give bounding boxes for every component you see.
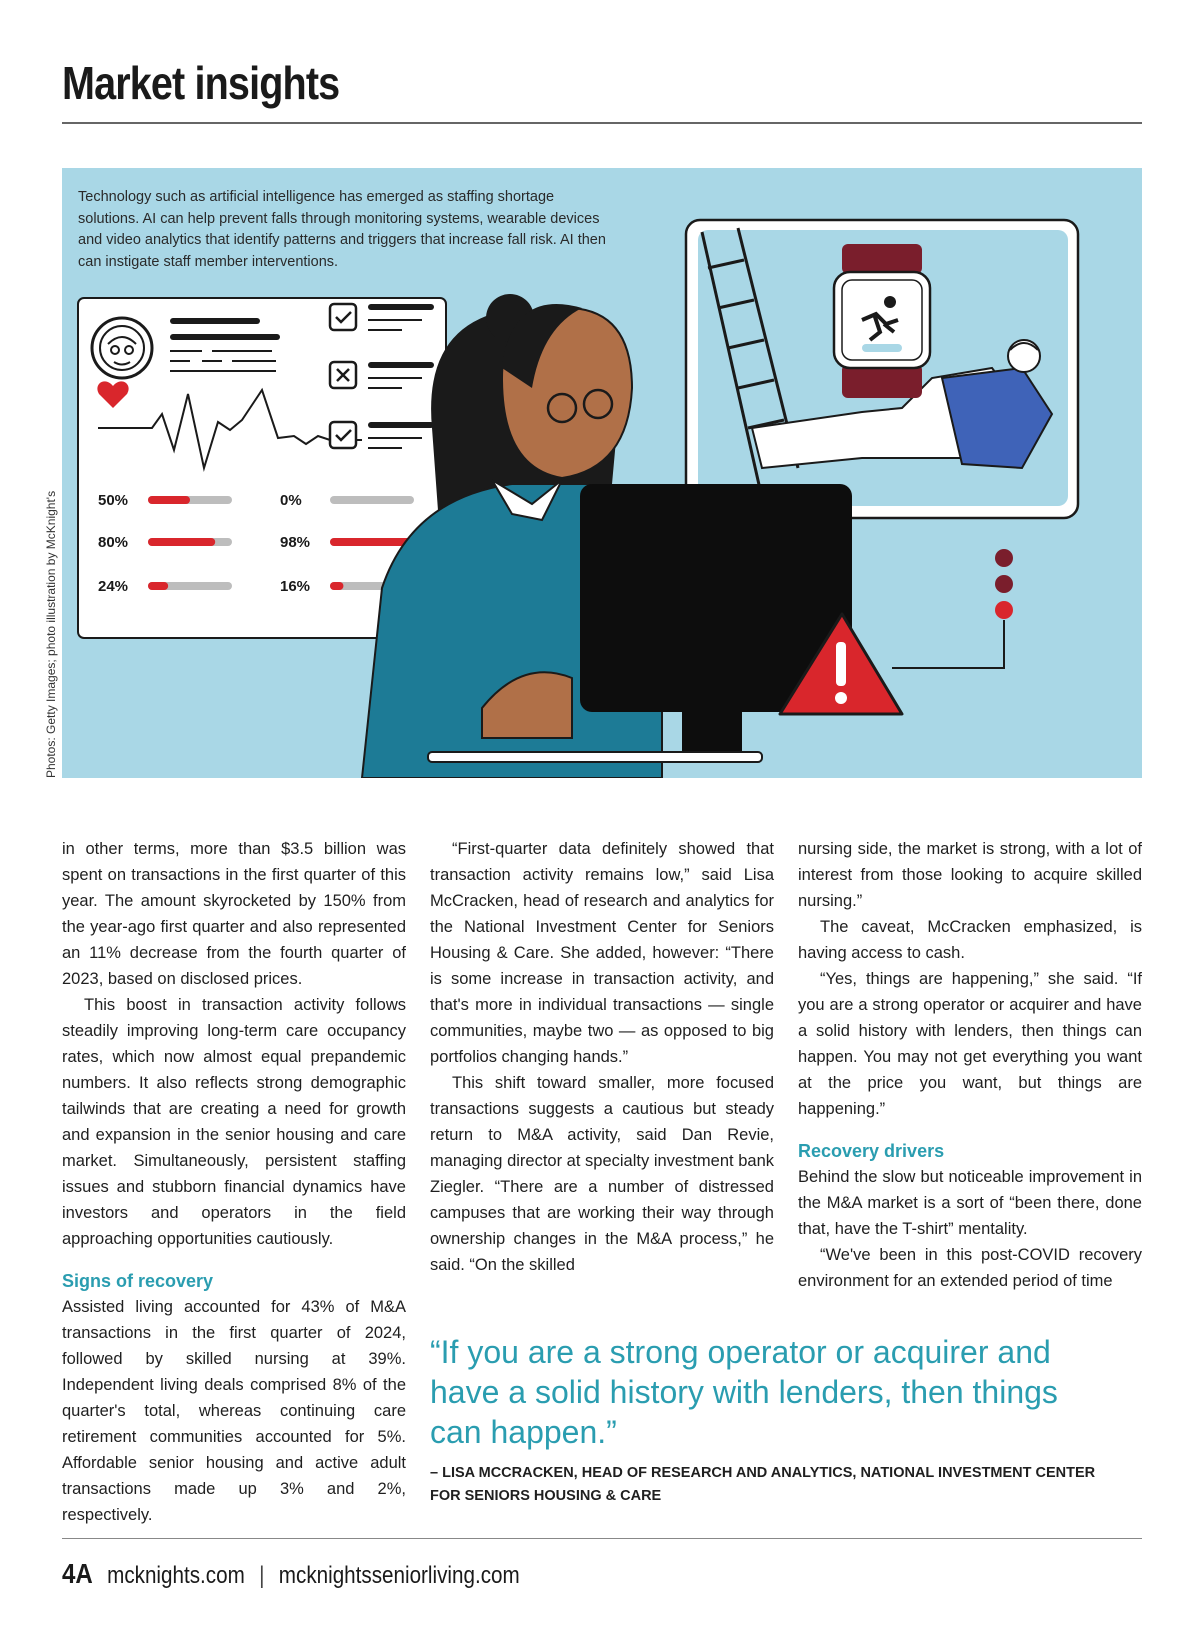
section-heading: Recovery drivers bbox=[798, 1141, 945, 1161]
progress-label: 80% bbox=[98, 534, 129, 551]
progress-fill bbox=[330, 538, 412, 546]
footer bbox=[62, 1558, 520, 1590]
avatar-icon bbox=[92, 318, 152, 378]
progress-fill bbox=[330, 582, 343, 590]
progress-track bbox=[330, 496, 414, 504]
progress-fill bbox=[148, 496, 190, 504]
footer-rule bbox=[62, 1538, 1142, 1539]
paragraph: This shift toward smaller, more focused transactions suggests a cautious but steady return to M&A activity, said Dan Revie, managing director at specialty investment bank Ziegler. “There are a number of distressed campuses that are working their way through ownership changes in the M&A process,” he said. “On the skilled bbox=[430, 1074, 774, 1274]
progress-label: 24% bbox=[98, 578, 129, 595]
pull-quote-attribution: – LISA MCCRACKEN, HEAD OF RESEARCH AND ANALYTICS, NATIONAL INVESTMENT CENTER FOR SENIORS HOUSING & CARE bbox=[430, 1465, 1096, 1504]
checkbox-checked-icon bbox=[330, 422, 356, 448]
paragraph: Behind the slow but noticeable improvement in the M&A market is a sort of “been there, done that, have the T-shirt” mentality. bbox=[798, 1168, 1142, 1238]
page-number: 4A bbox=[62, 1558, 93, 1589]
pull-quote: “If you are a strong operator or acquirer and have a solid history with lenders, then things can happen.” bbox=[430, 1334, 1058, 1450]
article-column-3 bbox=[798, 836, 1142, 1294]
footer-site-link[interactable]: mcknightsseniorliving.com bbox=[278, 1562, 520, 1589]
title-rule bbox=[62, 122, 1142, 124]
paragraph: This boost in transaction activity follows steadily improving long-term care occupancy rates, which now almost equal prepandemic numbers. It also reflects strong demographic tailwinds that are creating a need for growth and expansion in the senior housing and care market. Simultaneously, persistent staffing issues and stubborn financial dynamics have investors and operators in the field approaching opportunities cautiously. bbox=[62, 996, 406, 1248]
progress-label: 16% bbox=[280, 578, 311, 595]
illustration-caption: Technology such as artificial intelligence has emerged as staffing shortage solutions. AI can help prevent falls through monitoring systems, wearable devices and video analytics that identify patterns and triggers that increase fall risk. AI then can instigate staff member interventions. bbox=[78, 189, 606, 270]
smartwatch-icon bbox=[834, 244, 930, 398]
article-column-1 bbox=[62, 836, 406, 1528]
footer-separator: | bbox=[259, 1562, 265, 1589]
paragraph: Assisted living accounted for 43% of M&A transactions in the first quarter of 2024, followed by skilled nursing at 39%. Independent living deals comprised 8% of the quarter's total, whereas continuing care retirement communities accounted for 5%. Affordable senior housing and active adult transactions made up 3% and 2%, respectively. bbox=[62, 1298, 406, 1524]
paragraph: in other terms, more than $3.5 billion was spent on transactions in the first quarter of this year. The amount skyrocketed by 150% from the year-ago first quarter and also represented an 11% decrease from the fourth quarter of 2023, based on disclosed prices. bbox=[62, 840, 406, 988]
paragraph: The caveat, McCracken emphasized, is having access to cash. bbox=[798, 918, 1142, 962]
footer-site-link[interactable]: mcknights.com bbox=[107, 1562, 245, 1589]
progress-fill bbox=[148, 538, 215, 546]
page-title: Market insights bbox=[62, 57, 340, 109]
paragraph: “We've been in this post-COVID recovery environment for an extended period of time bbox=[798, 1246, 1142, 1290]
paragraph: “First-quarter data definitely showed that transaction activity remains low,” said Lisa McCracken, head of research and analytics for the National Investment Center for Seniors Housing & Care. She added, however: “There is some increase in transaction activity, and that's more in individual transactions — single communities, maybe two — as opposed to big portfolios changing hands.” bbox=[430, 840, 774, 1066]
progress-fill bbox=[148, 582, 168, 590]
paragraph: nursing side, the market is strong, with a lot of interest from those looking to acquire skilled nursing.” bbox=[798, 840, 1142, 910]
checkbox-crossed-icon bbox=[330, 362, 356, 388]
photo-credit: Photos: Getty Images; photo illustration by McKnight's bbox=[44, 490, 58, 778]
progress-label: 98% bbox=[280, 534, 311, 551]
section-heading: Signs of recovery bbox=[62, 1271, 214, 1291]
progress-label: 50% bbox=[98, 492, 129, 509]
checkbox-checked-icon bbox=[330, 304, 356, 330]
article-column-2 bbox=[430, 836, 774, 1278]
paragraph: “Yes, things are happening,” she said. “If you are a strong operator or acquirer and have a solid history with lenders, then things can happen. You may not get everything you want at the price you want, but things are happening.” bbox=[798, 970, 1142, 1118]
progress-label: 0% bbox=[280, 492, 302, 509]
